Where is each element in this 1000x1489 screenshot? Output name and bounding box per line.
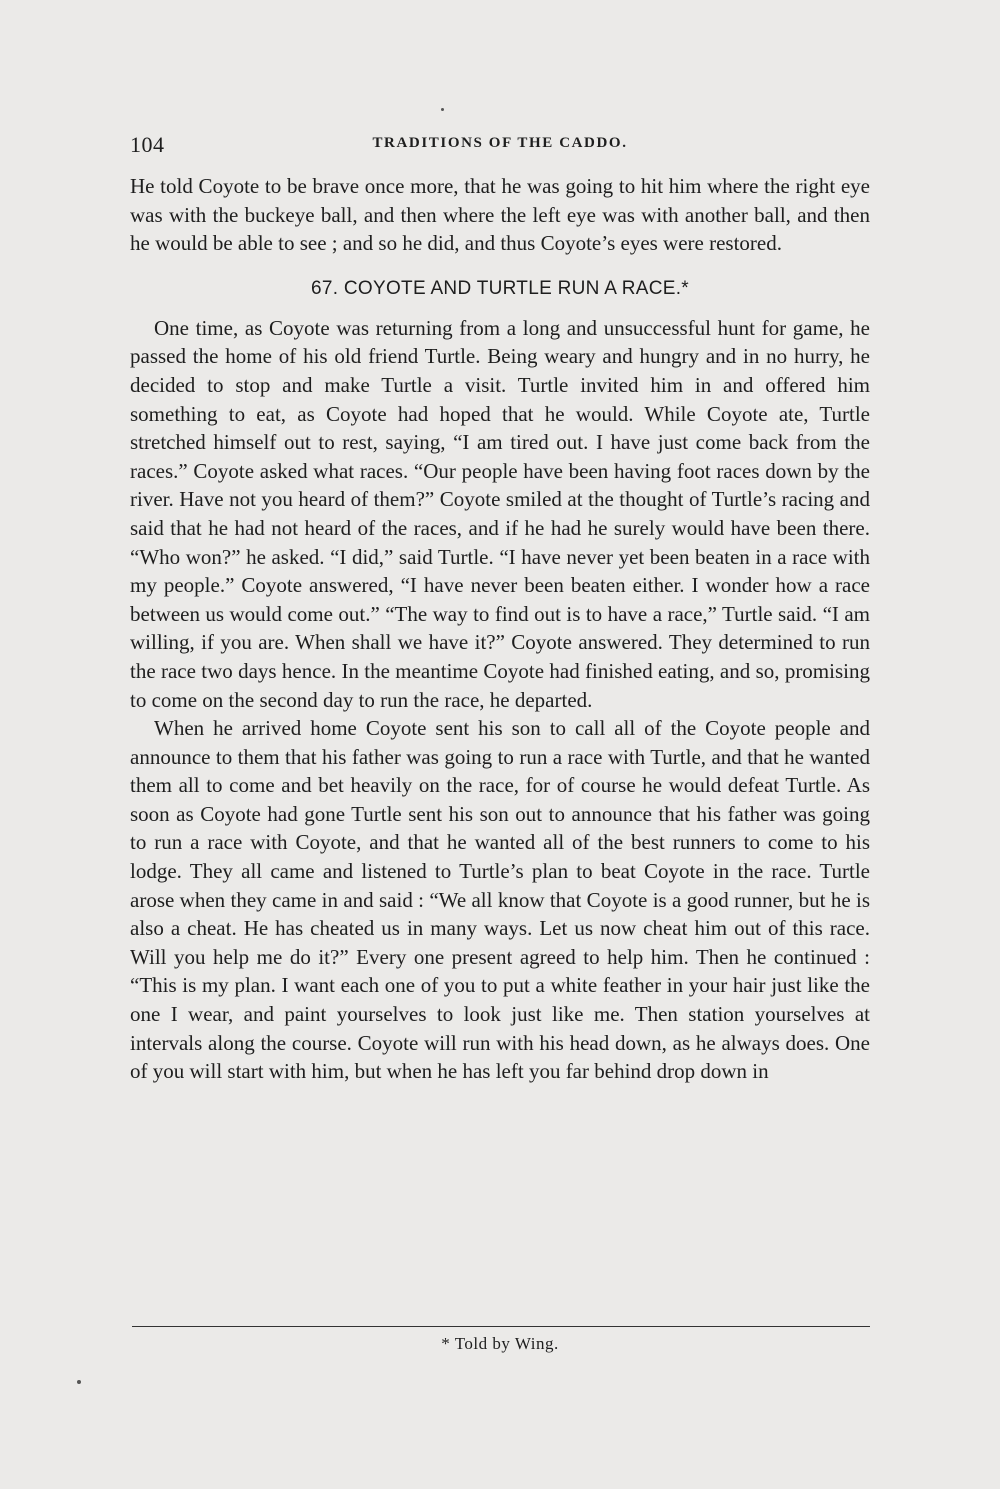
story-paragraph-2: When he arrived home Coyote sent his son to call all of the Coyote people and announce to them that his father was going to run a race with Turtle, and that he wanted them all to come and bet heavily on the race, for of course he would defeat Turtle. As soon as Coyote had gone Turtle sent his son out to announce that his father was going to run a race with Coyote, and that he wanted all of the best runners to come to his lodge. They all came and listened to Turtle’s plan to beat Coyote in the race. Turtle arose when they came in and said : “We all know that Coyote is a good runner, but he is also a cheat. He has cheated us in many ways. Let us now cheat him out of this race. Will you help me do it?” Every one present agreed to help him. Then he continued : “This is my plan. I want each one of you to put a white feather in your hair just like the one I wear, and paint yourselves to look just like me. Then station yourselves at intervals along the course. Coyote will run with his head down, as he always does. One of you will start with him, but when he has left you far behind drop down in xyxy=(130,716,870,1084)
footnote: * Told by Wing. xyxy=(441,1334,559,1353)
paper-speck xyxy=(77,1380,81,1384)
paper-speck xyxy=(441,108,444,111)
section-heading: 67. COYOTE AND TURTLE RUN A RACE.* xyxy=(311,277,689,299)
page-number: 104 xyxy=(130,132,165,157)
running-title: TRADITIONS OF THE CADDO. xyxy=(372,135,628,151)
continuation-paragraph: He told Coyote to be brave once more, that he was going to hit him where the right eye was with the buckeye ball, and then where the left eye was with another ball, and then he would be able to see ; and so he did, and thus Coyote’s eyes were restored. xyxy=(130,174,870,256)
story-paragraph-1: One time, as Coyote was returning from a long and unsuccessful hunt for game, he passed the home of his old friend Turtle. Being weary and hungry and in no hurry, he decided to stop and make Turtle a visit. Turtle invited him in and offered him something to eat, as Coyote had hoped that he would. While Coyote ate, Turtle stretched himself out to rest, saying, “I am tired out. I have just come back from the races.” Coyote asked what races. “Our people have been having foot races down by the river. Have not you heard of them?” Coyote smiled at the thought of Turtle’s racing and said that he had not heard of the races, and if he had he surely would have been there. “Who won?” he asked. “I did,” said Turtle. “I have never yet been beaten in a race with my people.” Coyote answered, “I have never been beaten either. I wonder how a race between us would come out.” “The way to find out is to have a race,” Turtle said. “I am willing, if you are. When shall we have it?” Coyote answered. They determined to run the race two days hence. In the meantime Coyote had finished eating, and so, promising to come on the second day to run the race, he departed. xyxy=(130,315,870,712)
running-head xyxy=(130,132,870,162)
footnote-rule xyxy=(132,1326,870,1327)
text-block xyxy=(130,172,870,1086)
